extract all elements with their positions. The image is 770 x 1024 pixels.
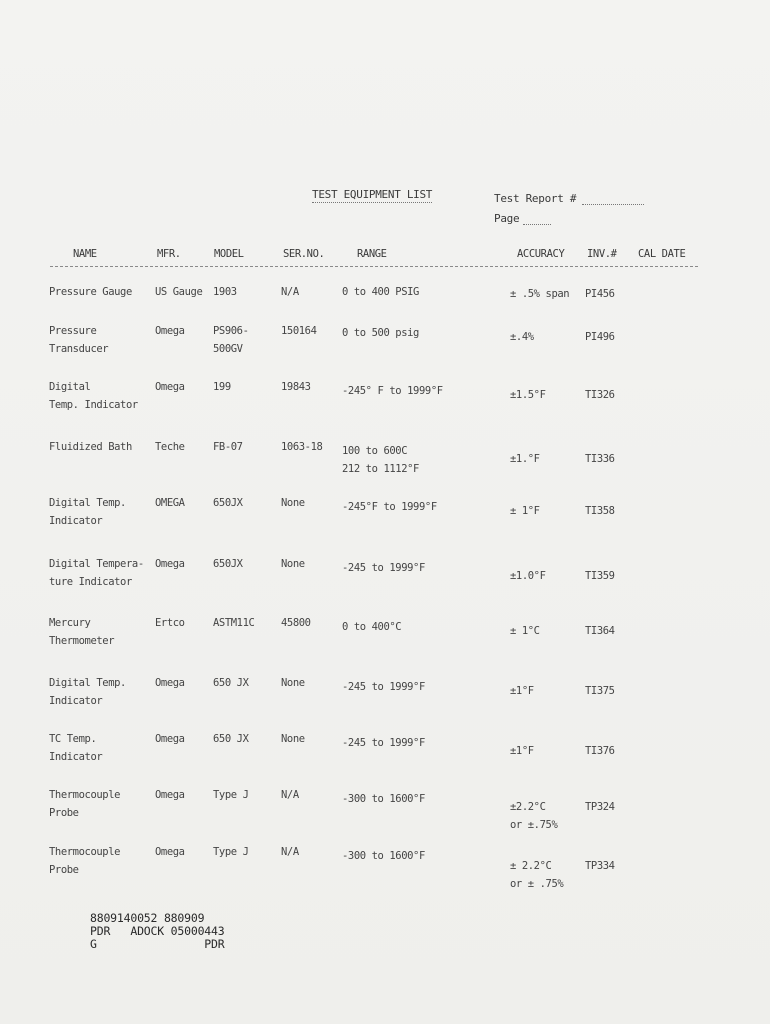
column-header-inv-no: INV.# bbox=[587, 248, 617, 260]
column-header-ser-no: SER.NO. bbox=[283, 248, 325, 260]
cell-model: PS906- 500GV bbox=[213, 325, 249, 355]
test-report-number-field bbox=[494, 192, 644, 205]
stamp-line-3: G PDR bbox=[90, 937, 225, 951]
cell-inv-no: TI375 bbox=[585, 685, 615, 697]
column-header-range: RANGE bbox=[357, 248, 387, 260]
cell-ser-no: None bbox=[281, 677, 305, 689]
cell-range: 0 to 400°C bbox=[342, 621, 402, 633]
cell-mfr: Teche bbox=[155, 441, 185, 453]
column-header-cal-date: CAL DATE bbox=[638, 248, 686, 260]
stamp-line-2: PDR ADOCK 05000443 bbox=[90, 924, 225, 938]
cell-inv-no: PI456 bbox=[585, 288, 615, 300]
cell-name: Pressure Transducer bbox=[49, 325, 109, 355]
cell-model: 1903 bbox=[213, 286, 237, 298]
cell-model: 650JX bbox=[213, 497, 243, 509]
cell-inv-no: TI326 bbox=[585, 389, 615, 401]
cell-inv-no: TI376 bbox=[585, 745, 615, 757]
cell-name: Thermocouple Probe bbox=[49, 846, 121, 876]
cell-mfr: Omega bbox=[155, 381, 185, 393]
cell-name: Thermocouple Probe bbox=[49, 789, 121, 819]
cell-ser-no: 1063-18 bbox=[281, 441, 323, 453]
cell-mfr: Omega bbox=[155, 325, 185, 337]
cell-mfr: Omega bbox=[155, 846, 185, 858]
cell-ser-no: 45800 bbox=[281, 617, 311, 629]
cell-range: -300 to 1600°F bbox=[342, 793, 425, 805]
header-underline bbox=[50, 266, 698, 267]
cell-model: 650JX bbox=[213, 558, 243, 570]
cell-ser-no: None bbox=[281, 558, 305, 570]
cell-inv-no: TI364 bbox=[585, 625, 615, 637]
cell-model: FB-07 bbox=[213, 441, 243, 453]
cell-mfr: Ertco bbox=[155, 617, 185, 629]
column-header-accuracy: ACCURACY bbox=[517, 248, 565, 260]
cell-accuracy: ± 1°F bbox=[510, 505, 540, 517]
cell-name: Digital Temp. Indicator bbox=[49, 677, 126, 707]
page-blank bbox=[523, 224, 551, 225]
cell-name: Digital Tempera- ture Indicator bbox=[49, 558, 144, 588]
cell-mfr: Omega bbox=[155, 558, 185, 570]
cell-accuracy: ±1.0°F bbox=[510, 570, 546, 582]
cell-inv-no: TP334 bbox=[585, 860, 615, 872]
cell-range: -245 to 1999°F bbox=[342, 737, 425, 749]
cell-mfr: Omega bbox=[155, 789, 185, 801]
cell-ser-no: N/A bbox=[281, 846, 299, 858]
cell-mfr: Omega bbox=[155, 677, 185, 689]
test-report-blank bbox=[582, 204, 644, 205]
cell-inv-no: TI359 bbox=[585, 570, 615, 582]
cell-accuracy: ± 2.2°C or ± .75% bbox=[510, 860, 564, 890]
cell-inv-no: TI358 bbox=[585, 505, 615, 517]
cell-ser-no: None bbox=[281, 497, 305, 509]
stamp-line-1: 8809140052 880909 bbox=[90, 911, 205, 925]
cell-accuracy: ±1.5°F bbox=[510, 389, 546, 401]
page-label: Page bbox=[494, 212, 520, 225]
cell-model: 650 JX bbox=[213, 677, 249, 689]
document-title: TEST EQUIPMENT LIST bbox=[312, 188, 433, 201]
cell-accuracy: ± .5% span bbox=[510, 288, 570, 300]
cell-name: Digital Temp. Indicator bbox=[49, 497, 126, 527]
cell-accuracy: ±1°F bbox=[510, 745, 534, 757]
cell-accuracy: ±.4% bbox=[510, 331, 534, 343]
cell-mfr: OMEGA bbox=[155, 497, 185, 509]
cell-ser-no: None bbox=[281, 733, 305, 745]
cell-accuracy: ±1°F bbox=[510, 685, 534, 697]
cell-range: -245° F to 1999°F bbox=[342, 385, 443, 397]
cell-inv-no: TP324 bbox=[585, 801, 615, 813]
cell-accuracy: ±1.°F bbox=[510, 453, 540, 465]
cell-range: -245 to 1999°F bbox=[342, 562, 425, 574]
cell-model: Type J bbox=[213, 846, 249, 858]
cell-range: 0 to 400 PSIG bbox=[342, 286, 419, 298]
cell-model: 650 JX bbox=[213, 733, 249, 745]
cell-accuracy: ±2.2°C or ±.75% bbox=[510, 801, 558, 831]
cell-name: Pressure Gauge bbox=[49, 286, 132, 298]
cell-inv-no: PI496 bbox=[585, 331, 615, 343]
cell-model: Type J bbox=[213, 789, 249, 801]
cell-ser-no: 19843 bbox=[281, 381, 311, 393]
cell-model: ASTM11C bbox=[213, 617, 255, 629]
column-header-mfr: MFR. bbox=[157, 248, 181, 260]
cell-mfr: US Gauge bbox=[155, 286, 203, 298]
cell-name: Digital Temp. Indicator bbox=[49, 381, 138, 411]
cell-name: Fluidized Bath bbox=[49, 441, 132, 453]
column-header-name: NAME bbox=[73, 248, 97, 260]
cell-range: -245°F to 1999°F bbox=[342, 501, 437, 513]
cell-mfr: Omega bbox=[155, 733, 185, 745]
cell-range: 0 to 500 psig bbox=[342, 327, 419, 339]
cell-name: TC Temp. Indicator bbox=[49, 733, 103, 763]
cell-range: 100 to 600C 212 to 1112°F bbox=[342, 445, 419, 475]
page-number-field bbox=[494, 212, 551, 225]
column-header-model: MODEL bbox=[214, 248, 244, 260]
test-report-label: Test Report # bbox=[494, 192, 577, 205]
cell-accuracy: ± 1°C bbox=[510, 625, 540, 637]
cell-range: -245 to 1999°F bbox=[342, 681, 425, 693]
cell-ser-no: N/A bbox=[281, 789, 299, 801]
cell-ser-no: 150164 bbox=[281, 325, 317, 337]
cell-model: 199 bbox=[213, 381, 231, 393]
cell-name: Mercury Thermometer bbox=[49, 617, 115, 647]
cell-inv-no: TI336 bbox=[585, 453, 615, 465]
cell-range: -300 to 1600°F bbox=[342, 850, 425, 862]
docket-stamp bbox=[90, 912, 224, 951]
cell-ser-no: N/A bbox=[281, 286, 299, 298]
